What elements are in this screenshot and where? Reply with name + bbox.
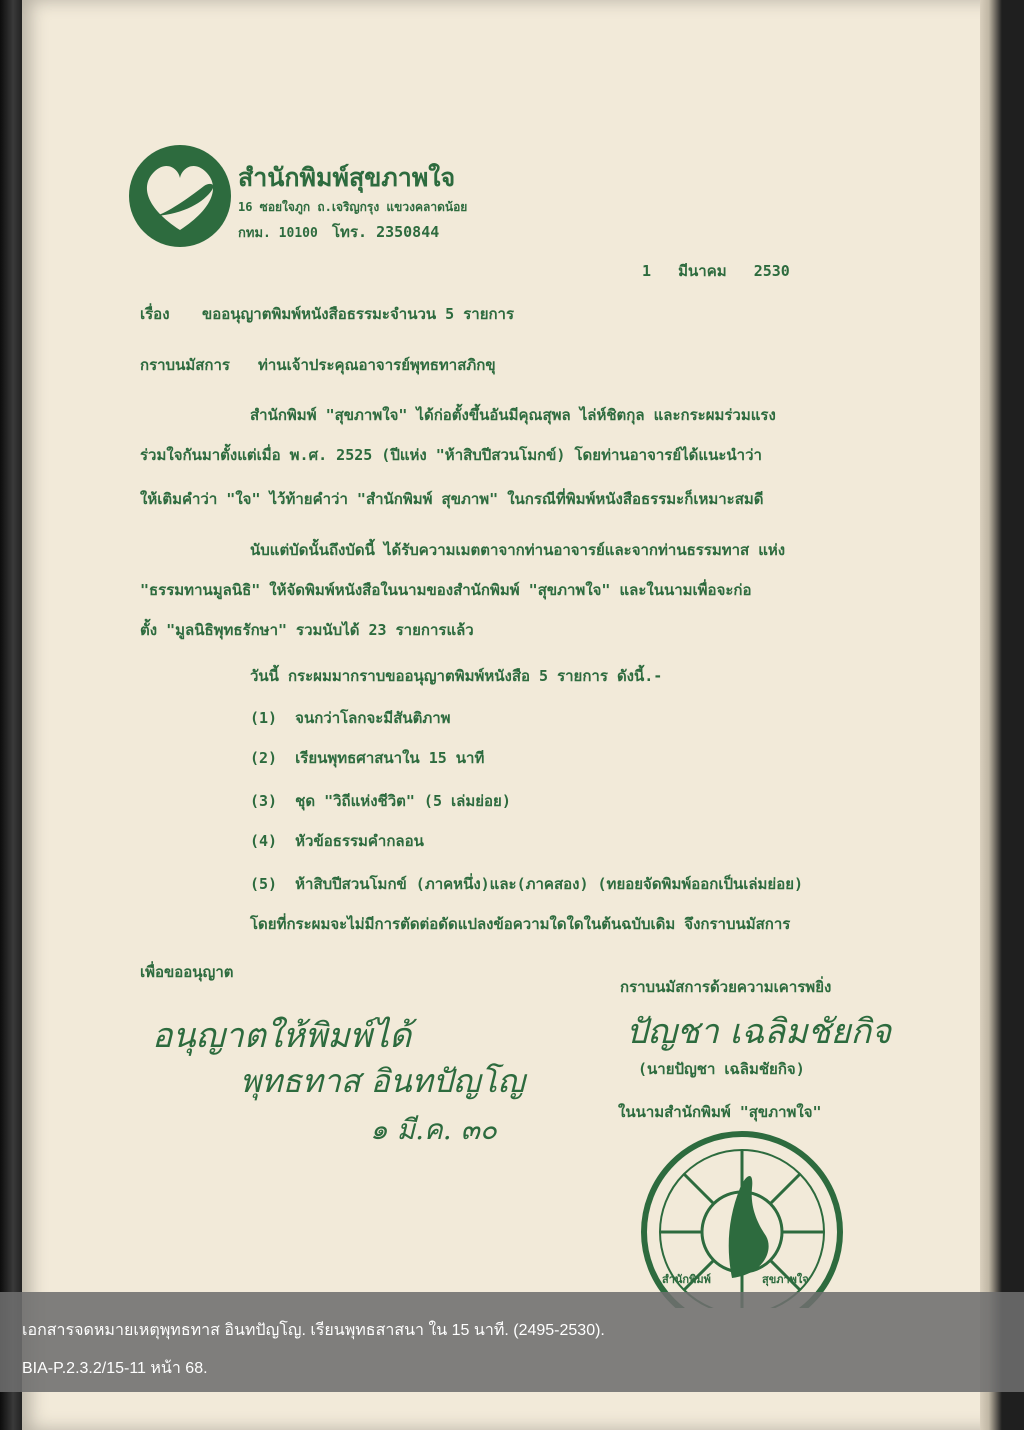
org-name: สำนักพิมพ์สุขภาพใจ [238,163,456,192]
org-postal: กทม. 10100 [238,226,318,241]
paragraph1-line: ร่วมใจกันมาตั้งแต่เมื่อ พ.ศ. 2525 (ปีแห่ง "ห้าสิบปีสวนโมกข์) โดยท่านอาจารย์ได้แนะนำว่า [140,446,762,464]
respect-line: กราบนมัสการด้วยความเคารพยิ่ง [620,978,832,996]
handwritten-signature: พุทธทาส อินทปัญโญ [240,1062,525,1100]
caption-line-1: เอกสารจดหมายเหตุพุทธทาส อินทปัญโญ. เรียนพุทธสาสนา ใน 15 นาที. (2495-2530). [22,1322,605,1339]
stamp-text-right: สุขภาพใจ [762,1273,809,1286]
request-line: วันนี้ กระผมมากราบขออนุญาตพิมพ์หนังสือ 5 รายการ ดังนี้.- [250,667,663,685]
caption-line-2: BIA-P.2.3.2/15-11 หน้า 68. [22,1360,208,1377]
handwritten-date: ๑ มี.ค. ๓๐ [370,1113,497,1146]
signer-signature: ปัญชา เฉลิมชัยกิจ [626,1012,892,1052]
closing-end: เพื่อขออนุญาต [140,963,234,981]
salutation-text: ท่านเจ้าประคุณอาจารย์พุทธทาสภิกขุ [258,356,496,374]
paragraph1-line: สำนักพิมพ์ "สุขภาพใจ" ได้ก่อตั้งขึ้นอันมีคุณสุพล ไล่ห์ชิตกุล และกระผมร่วมแรง [250,406,776,424]
list-item: (2) เรียนพุทธศาสนาใน 15 นาที [250,749,485,767]
list-item: (5) ห้าสิบปีสวนโมกข์ (ภาคหนึ่ง)และ(ภาคสอง) (ทยอยจัดพิมพ์ออกเป็นเล่มย่อย) [250,875,804,893]
book-spine [0,0,22,1430]
handwritten-approval: อนุญาตให้พิมพ์ได้ [152,1016,412,1056]
paragraph2-line: นับแต่บัดนั้นถึงบัดนี้ ได้รับความเมตตาจากท่านอาจารย์และจากท่านธรรมทาส แห่ง [250,541,786,559]
subject-text: ขออนุญาตพิมพ์หนังสือธรรมะจำนวน 5 รายการ [202,305,515,323]
heart-logo-icon [126,142,234,250]
paragraph2-line: ตั้ง "มูลนิธิพุทธรักษา" รวมนับได้ 23 รายการแล้ว [140,621,474,639]
list-item: (1) จนกว่าโลกจะมีสันติภาพ [250,709,451,727]
list-item: (3) ชุด "วิถีแห่งชีวิต" (5 เล่มย่อย) [250,792,511,810]
subject-label: เรื่อง [140,305,170,323]
org-address: 16 ซอยใจภูก ถ.เจริญกรุง แขวงคลาดน้อย [238,200,468,214]
closing-line: โดยที่กระผมจะไม่มีการตัดต่อดัดแปลงข้อความใดใดในต้นฉบับเดิม จึงกราบนมัสการ [250,915,791,933]
signer-title: ในนามสำนักพิมพ์ "สุขภาพใจ" [618,1103,822,1121]
letter-page [22,0,1002,1430]
list-item: (4) หัวข้อธรรมคำกลอน [250,832,424,850]
paragraph2-line: "ธรรมทานมูลนิธิ" ให้จัดพิมพ์หนังสือในนามของสำนักพิมพ์ "สุขภาพใจ" และในนามเพื่อจะก่อ [140,581,752,599]
stamp-text-left: สำนักพิมพ์ [662,1273,711,1286]
signer-name: (นายปัญชา เฉลิมชัยกิจ) [638,1060,805,1078]
letter-date: 1 มีนาคม 2530 [642,262,790,280]
page-edge [980,0,1002,1430]
salutation-label: กราบนมัสการ [140,356,230,374]
paragraph1-line: ให้เติมคำว่า "ใจ" ไว้ท้ายคำว่า "สำนักพิมพ์ สุขภาพ" ในกรณีที่พิมพ์หนังสือธรรมะก็เหมาะสมดี [140,490,764,508]
org-phone: โทร. 2350844 [332,223,440,241]
